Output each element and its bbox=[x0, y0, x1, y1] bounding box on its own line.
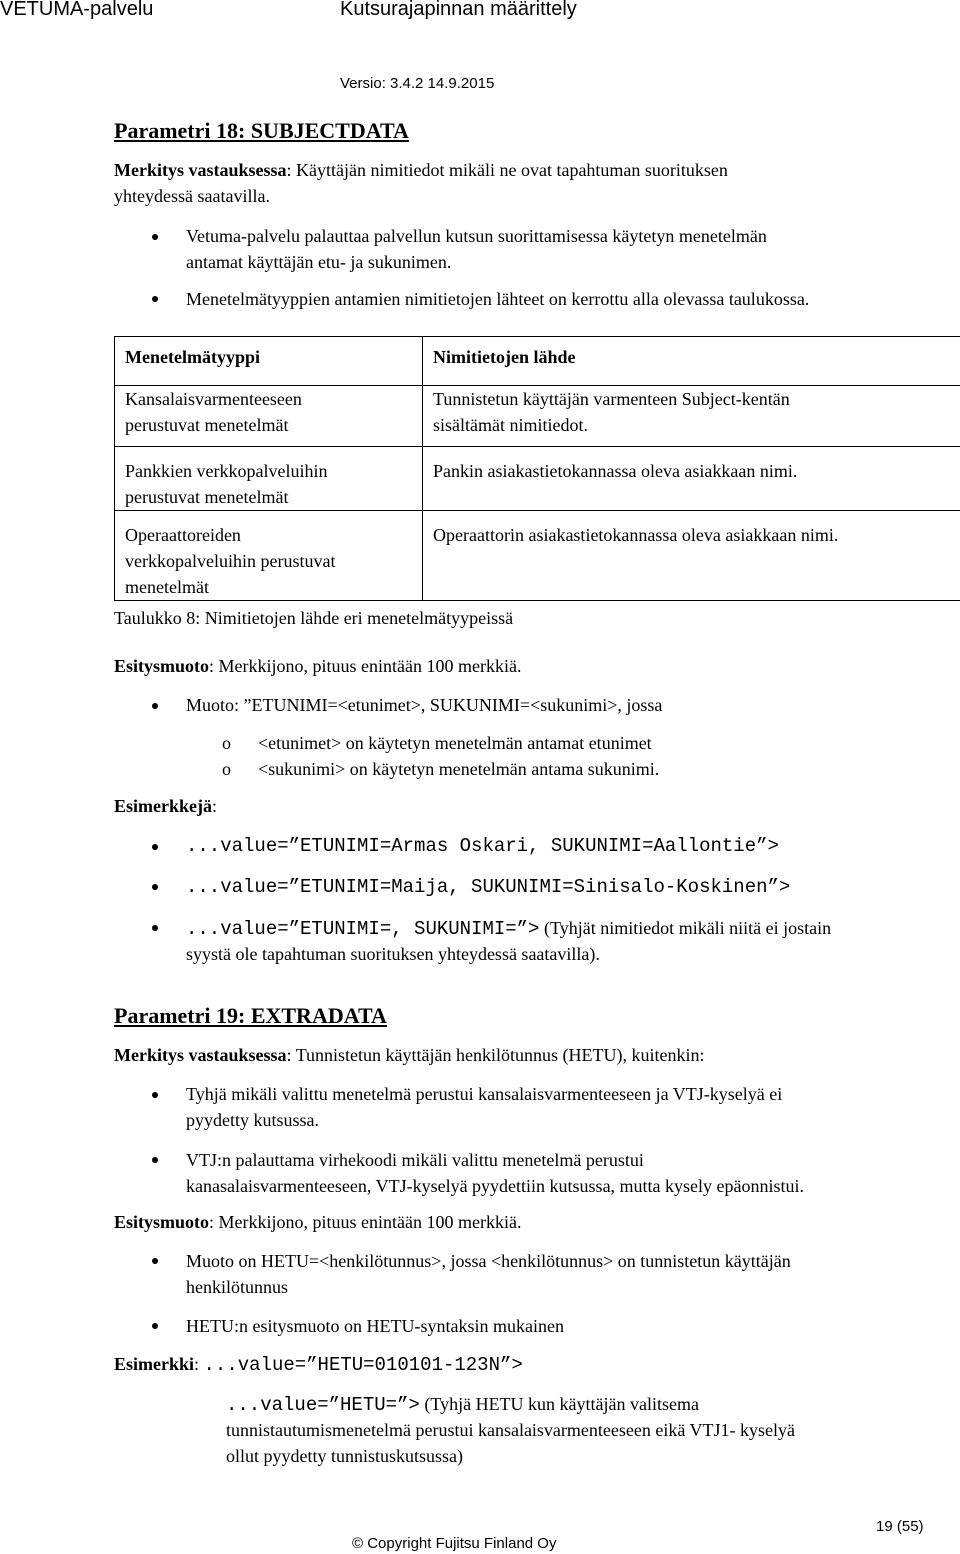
table-row bbox=[115, 386, 960, 447]
meaning-text: : Käyttäjän nimitiedot mikäli ne ovat tapahtuman suorituksen bbox=[286, 160, 728, 180]
header-version: Versio: 3.4.2 14.9.2015 bbox=[340, 75, 495, 92]
header-doc-title: Kutsurajapinnan määrittely bbox=[340, 0, 577, 20]
table-cell-line: Kansalaisvarmenteeseen bbox=[125, 389, 302, 409]
param19-format-bullet-1-cont: henkilötunnus bbox=[186, 1277, 288, 1297]
param19-example-2-cont: ollut pyydetty tunnistuskutsussa) bbox=[226, 1446, 464, 1466]
example-code: ...value=”HETU=010101-123N”> bbox=[203, 1354, 523, 1376]
table-cell-line: menetelmät bbox=[125, 577, 209, 597]
table-cell-line: Pankkien verkkopalveluihin bbox=[125, 461, 328, 481]
param19-heading: Parametri 19: EXTRADATA bbox=[114, 1003, 387, 1028]
param18-format bbox=[114, 653, 521, 679]
param18-meaning bbox=[114, 157, 728, 183]
table-row bbox=[115, 511, 960, 601]
param18-bullet-1-cont: antamat käyttäjän etu- ja sukunimen. bbox=[186, 252, 452, 272]
param18-bullet-2: Menetelmätyyppien antamien nimitietojen lähteet on kerrottu alla olevassa taulukossa. bbox=[186, 289, 810, 309]
table-header-row bbox=[115, 337, 960, 386]
bullet-icon bbox=[152, 1258, 158, 1264]
page-number: 19 (55) bbox=[876, 1518, 924, 1535]
sub-bullet-mark: o bbox=[222, 759, 231, 779]
table-cell-line: verkkopalveluihin perustuvat bbox=[125, 551, 336, 571]
param19-format bbox=[114, 1209, 521, 1235]
table-header-source: Nimitietojen lähde bbox=[433, 347, 576, 367]
param19-format-bullet-2: HETU:n esitysmuoto on HETU-syntaksin mukainen bbox=[186, 1316, 564, 1336]
param18-bullet-1: Vetuma-palvelu palauttaa palvellun kutsun suorittamisessa käytetyn menetelmän bbox=[186, 226, 767, 246]
bullet-icon bbox=[152, 925, 158, 931]
bullet-icon bbox=[152, 1157, 158, 1163]
format-label: Esitysmuoto bbox=[114, 1212, 210, 1232]
bullet-icon bbox=[152, 844, 158, 850]
header-app-name: VETUMA-palvelu bbox=[0, 0, 154, 20]
sub-bullet-text: <sukunimi> on käytetyn menetelmän antama sukunimi. bbox=[258, 759, 660, 779]
sub-bullet-mark: o bbox=[222, 733, 231, 753]
param19-example-2 bbox=[226, 1391, 699, 1418]
bullet-icon bbox=[152, 884, 158, 890]
format-text: : Merkkijono, pituus enintään 100 merkkiä. bbox=[209, 1212, 522, 1232]
table-cell-line: Operaattorin asiakastietokannassa oleva asiakkaan nimi. bbox=[433, 525, 839, 545]
param19-example: Esimerkki: ...value=”HETU=010101-123N”> bbox=[114, 1354, 523, 1376]
format-label: Esitysmuoto bbox=[114, 656, 210, 676]
table-cell-line: sisältämät nimitiedot. bbox=[433, 415, 588, 435]
table-row bbox=[115, 447, 960, 511]
meaning-label: Merkitys vastauksessa bbox=[114, 1045, 287, 1065]
table-caption: Taulukko 8: Nimitietojen lähde eri menetelmätyypeissä bbox=[114, 608, 514, 628]
bullet-icon bbox=[152, 1323, 158, 1329]
table-cell-line: perustuvat menetelmät bbox=[125, 487, 289, 507]
example-code: ...value=”ETUNIMI=, SUKUNIMI=”> bbox=[186, 918, 540, 940]
param19-bullet-1: Tyhjä mikäli valittu menetelmä perustui kansalaisvarmenteeseen ja VTJ-kyselyä ei bbox=[186, 1084, 783, 1104]
method-source-table bbox=[114, 336, 960, 601]
bullet-icon bbox=[152, 234, 158, 240]
footer-copyright: © Copyright Fujitsu Finland Oy bbox=[352, 1535, 557, 1552]
bullet-icon bbox=[152, 1092, 158, 1098]
example-code: ...value=”ETUNIMI=Armas Oskari, SUKUNIMI=Aallontie”> bbox=[186, 835, 779, 857]
param19-meaning bbox=[114, 1042, 705, 1068]
examples-heading: Esimerkkejä: bbox=[114, 796, 218, 816]
table-cell-line: perustuvat menetelmät bbox=[125, 415, 289, 435]
param19-format-bullet-1: Muoto on HETU=<henkilötunnus>, jossa <henkilötunnus> on tunnistetun käyttäjän bbox=[186, 1251, 791, 1271]
param19-example-2-cont: tunnistautumismenetelmä perustui kansalaisvarmenteeseen eikä VTJ1- kyselyä bbox=[226, 1420, 796, 1440]
example-note: (Tyhjät nimitiedot mikäli niitä ei jostain bbox=[539, 918, 832, 938]
example-code: ...value=”HETU=”> bbox=[226, 1394, 420, 1416]
bullet-icon bbox=[152, 296, 158, 302]
meaning-text: : Tunnistetun käyttäjän henkilötunnus (HETU), kuitenkin: bbox=[286, 1045, 705, 1065]
table-cell-line: Pankin asiakastietokannassa oleva asiakkaan nimi. bbox=[433, 461, 798, 481]
table-cell-line: Tunnistetun käyttäjän varmenteen Subject-kentän bbox=[433, 389, 790, 409]
param19-bullet-2: VTJ:n palauttama virhekoodi mikäli valittu menetelmä perustui bbox=[186, 1150, 644, 1170]
format-text: : Merkkijono, pituus enintään 100 merkkiä. bbox=[209, 656, 522, 676]
table-header-method: Menetelmätyyppi bbox=[125, 347, 260, 367]
table-cell-line: Operaattoreiden bbox=[125, 525, 241, 545]
example-3 bbox=[186, 915, 831, 942]
sub-bullet-text: <etunimet> on käytetyn menetelmän antamat etunimet bbox=[258, 733, 652, 753]
example-note: (Tyhjä HETU kun käyttäjän valitsema bbox=[419, 1394, 700, 1414]
param18-heading: Parametri 18: SUBJECTDATA bbox=[114, 118, 409, 143]
example-label: Esimerkki bbox=[114, 1354, 195, 1374]
meaning-label: Merkitys vastauksessa bbox=[114, 160, 287, 180]
example-code: ...value=”ETUNIMI=Maija, SUKUNIMI=Sinisalo-Koskinen”> bbox=[186, 876, 791, 898]
param19-bullet-2-cont: kanasalaisvarmenteeseen, VTJ-kyselyä pyydettiin kutsussa, mutta kysely epäonnistui. bbox=[186, 1176, 805, 1196]
param18-format-bullet: Muoto: ”ETUNIMI=<etunimet>, SUKUNIMI=<sukunimi>, jossa bbox=[186, 695, 663, 715]
param19-bullet-1-cont: pyydetty kutsussa. bbox=[186, 1110, 319, 1130]
example-3-cont: syystä ole tapahtuman suorituksen yhteydessä saatavilla). bbox=[186, 944, 600, 964]
param18-meaning-cont: yhteydessä saatavilla. bbox=[114, 186, 270, 206]
bullet-icon bbox=[152, 703, 158, 709]
